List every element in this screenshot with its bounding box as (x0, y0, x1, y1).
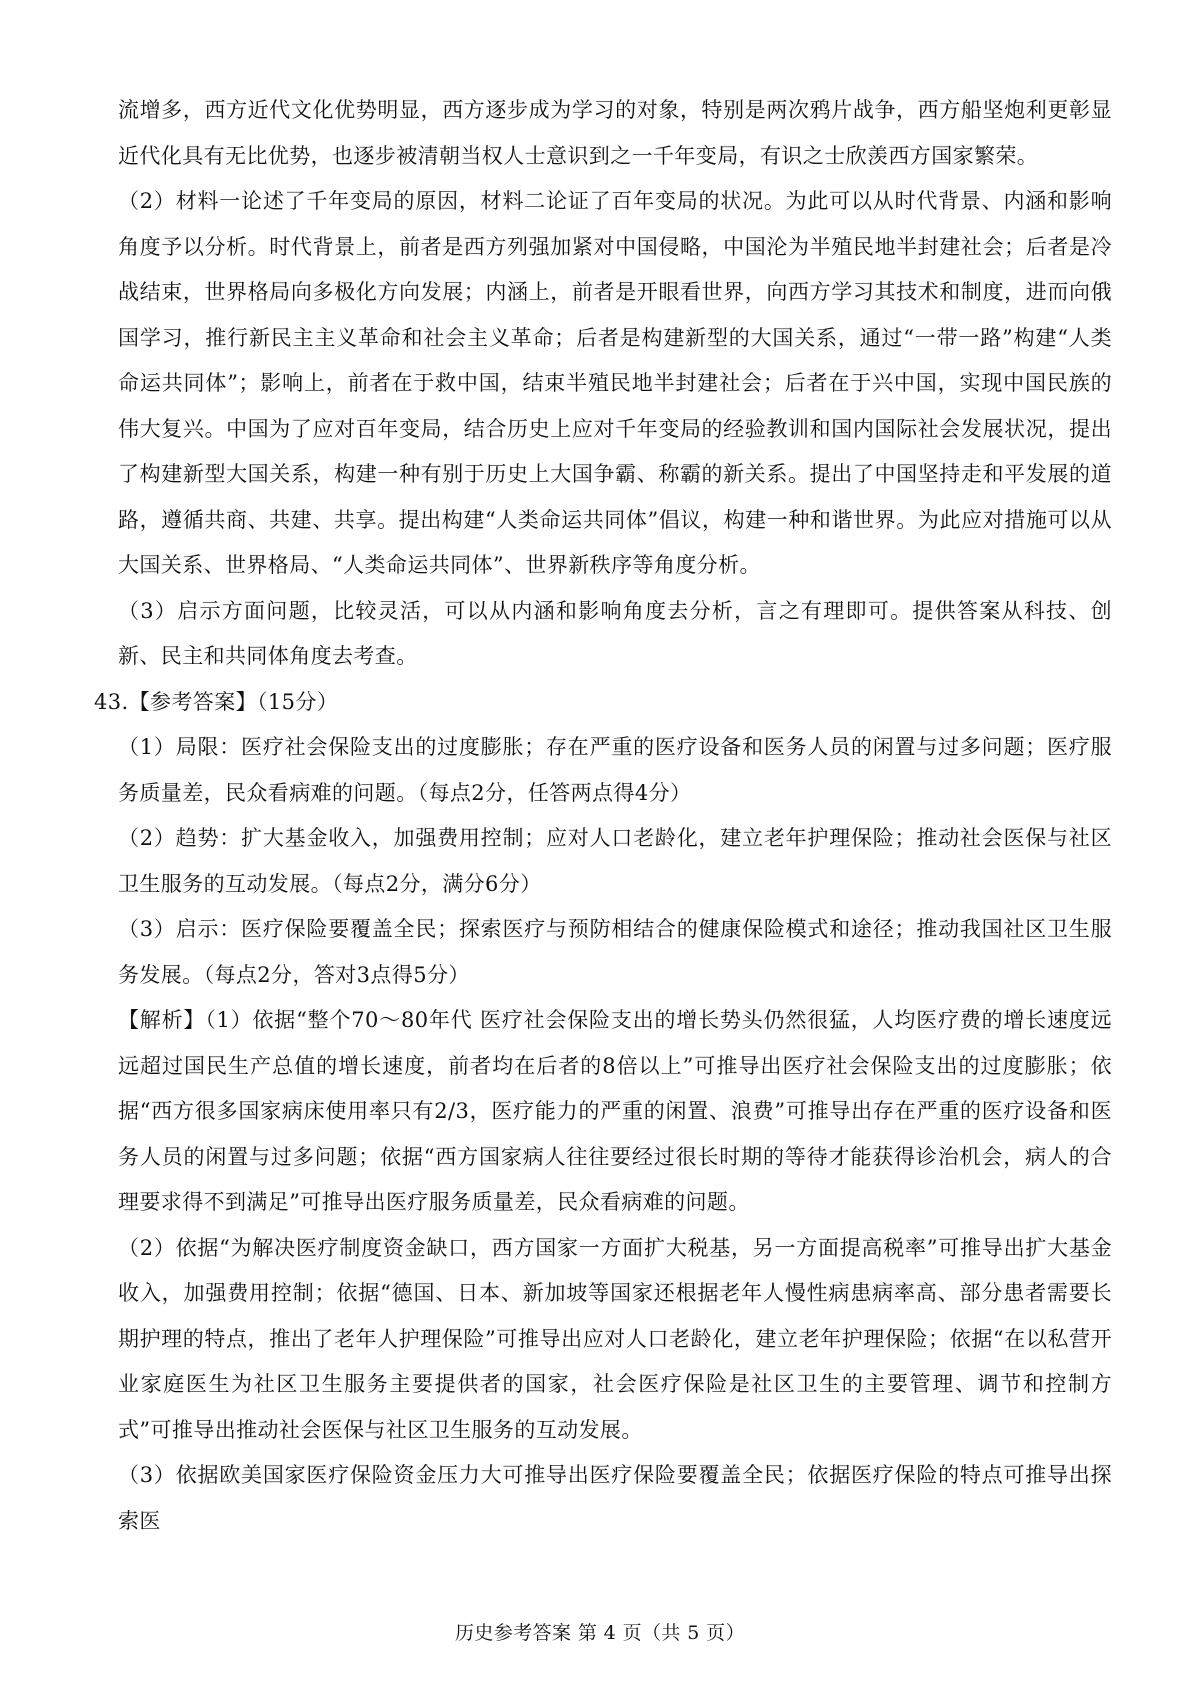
continued-paragraph: 流增多，西方近代文化优势明显，西方逐步成为学习的对象，特别是两次鸦片战争，西方船坚炮利更彰显近代化具有无比优势，也逐步被清朝当权人士意识到之一千年变局，有识之士欣羡西方国家繁荣。 (118, 98, 1112, 168)
analysis-paragraph-2: （2）材料一论述了千年变局的原因，材料二论证了百年变局的状况。为此可以从时代背景、内涵和影响角度予以分析。时代背景上，前者是西方列强加紧对中国侵略，中国沦为半殖民地半封建社会；后者是冷战结束，世界格局向多极化方向发展；内涵上，前者是开眼看世界，向西方学习其技术和制度，进而向俄国学习，推行新民主主义革命和社会主义革命；后者是构建新型的大国关系，通过“一带一路”构建“人类命运共同体”；影响上，前者在于救中国，结束半殖民地半封建社会；后者在于兴中国，实现中国民族的伟大复兴。中国为了应对百年变局，结合历史上应对千年变局的经验教训和国内国际社会发展状况，提出了构建新型大国关系，构建一种有别于历史上大国争霸、称霸的新关系。提出了中国坚持走和平发展的道路，遵循共商、共建、共享。提出构建“人类命运共同体”倡议，构建一种和谐世界。为此应对措施可以从大国关系、世界格局、“人类命运共同体”、世界新秩序等角度分析。 (118, 189, 1112, 577)
answer-2: （2）趋势：扩大基金收入，加强费用控制；应对人口老龄化，建立老年护理保险；推动社会医保与社区卫生服务的互动发展。（每点2分，满分6分） (118, 826, 1112, 896)
answer-1: （1）局限：医疗社会保险支出的过度膨胀；存在严重的医疗设备和医务人员的闲置与过多问题；医疗服务质量差，民众看病难的问题。（每点2分，任答两点得4分） (118, 735, 1112, 805)
explanation-2: （2）依据“为解决医疗制度资金缺口，西方国家一方面扩大税基，另一方面提高税率”可推导出扩大基金收入，加强费用控制；依据“德国、日本、新加坡等国家还根据老年人慢性病患病率高、部分患者需要长期护理的特点，推出了老年人护理保险”可推导出应对人口老龄化，建立老年护理保险；依据“在以私营开业家庭医生为社区卫生服务主要提供者的国家，社会医疗保险是社区卫生的主要管理、调节和控制方式”可推导出推动社会医保与社区卫生服务的互动发展。 (118, 1235, 1112, 1442)
analysis-paragraph-3: （3）启示方面问题，比较灵活，可以从内涵和影响角度去分析，言之有理即可。提供答案从科技、创新、民主和共同体角度去考查。 (118, 598, 1112, 668)
page-footer: 历史参考答案 第 4 页（共 5 页） (455, 1622, 745, 1644)
answer-3: （3）启示：医疗保险要覆盖全民；探索医疗与预防相结合的健康保险模式和途径；推动我国社区卫生服务发展。（每点2分，答对3点得5分） (118, 917, 1112, 987)
explanation-3: （3）依据欧美国家医疗保险资金压力大可推导出医疗保险要覆盖全民；依据医疗保险的特点可推导出探索医 (118, 1463, 1112, 1533)
page-body (94, 88, 1112, 1544)
question-43-heading: 43.【参考答案】（15分） (94, 689, 339, 714)
explanation-1: 【解析】（1）依据“整个70～80年代 医疗社会保险支出的增长势头仍然很猛，人均医疗费的增长速度远远超过国民生产总值的增长速度，前者均在后者的8倍以上”可推导出医疗社会保险支出的过度膨胀；依据“西方很多国家病床使用率只有2/3，医疗能力的严重的闲置、浪费”可推导出存在严重的医疗设备和医务人员的闲置与过多问题；依据“西方国家病人往往要经过很长时期的等待才能获得诊治机会，病人的合理要求得不到满足”可推导出医疗服务质量差，民众看病难的问题。 (118, 1008, 1112, 1214)
